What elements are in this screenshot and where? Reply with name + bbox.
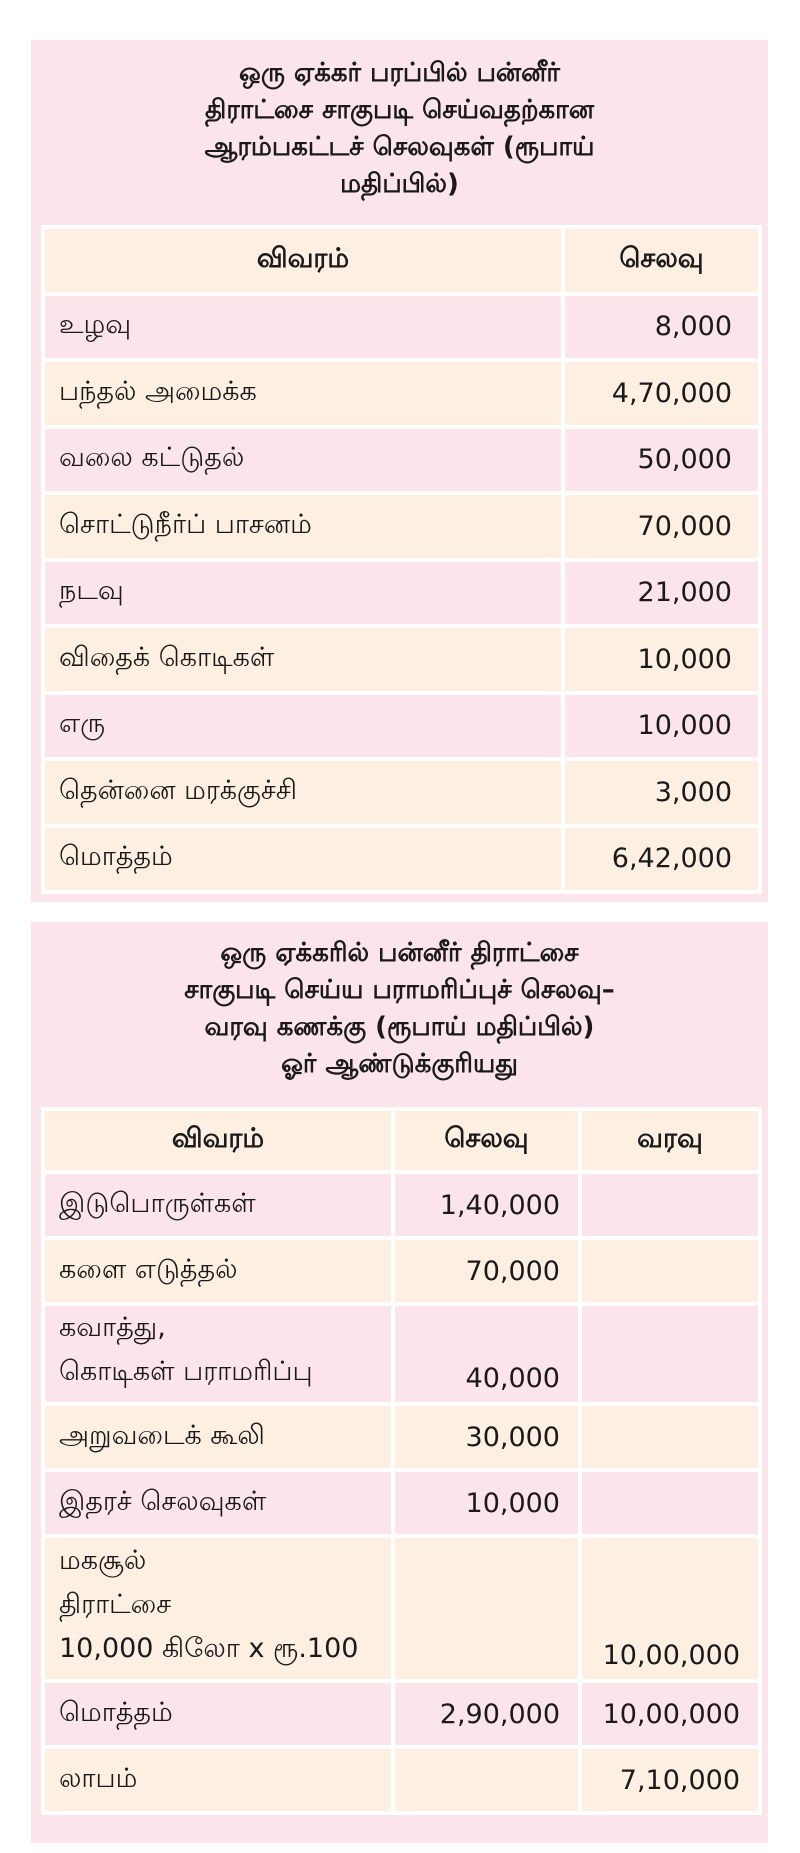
title-line: மதிப்பில்)	[340, 169, 459, 199]
maintenance-table	[41, 1107, 762, 1815]
item-line: கவாத்து,	[59, 1312, 166, 1343]
item-cell	[43, 1304, 393, 1404]
cost-cell: 21,000	[563, 560, 760, 627]
cost-cell	[393, 1536, 580, 1681]
table-row	[43, 1172, 760, 1238]
cost-cell: 2,90,000	[393, 1681, 580, 1747]
cost-cell: 4,70,000	[563, 360, 760, 427]
title-line: ஒரு ஏக்கரில் பன்னீர் திராட்சை	[220, 938, 579, 968]
item-cell: எரு	[43, 693, 563, 760]
item-line: மகசூல்	[59, 1545, 147, 1576]
item-cell: இடுபொருள்கள்	[43, 1172, 393, 1238]
title-line: ஓர் ஆண்டுக்குரியது	[281, 1049, 518, 1079]
item-cell: பந்தல் அமைக்க	[43, 360, 563, 427]
cost-cell: 10,000	[393, 1470, 580, 1536]
table-row	[43, 1238, 760, 1304]
cost-cell: 40,000	[393, 1304, 580, 1404]
cost-cell: 3,000	[563, 759, 760, 826]
table-row	[43, 560, 760, 627]
item-cell: உழவு	[43, 294, 563, 361]
cost-cell: 50,000	[563, 427, 760, 494]
item-cell: களை எடுத்தல்	[43, 1238, 393, 1304]
title-line: ஒரு ஏக்கர் பரப்பில் பன்னீர்	[239, 58, 560, 88]
table-row	[43, 1404, 760, 1470]
cost-cell: 8,000	[563, 294, 760, 361]
header-cost: செலவு	[393, 1109, 580, 1172]
initial-cost-table	[41, 225, 762, 894]
total-row	[43, 826, 760, 893]
income-cell	[580, 1404, 760, 1470]
header-item: விவரம்	[43, 1109, 393, 1172]
item-cell: வலை கட்டுதல்	[43, 427, 563, 494]
title-line: வரவு கணக்கு (ரூபாய் மதிப்பில்)	[204, 1012, 595, 1042]
item-cell: மொத்தம்	[43, 1681, 393, 1747]
table-row	[43, 427, 760, 494]
income-cell	[580, 1172, 760, 1238]
item-line: கொடிகள் பராமரிப்பு	[59, 1356, 313, 1387]
cost-cell: 10,000	[563, 693, 760, 760]
cost-cell: 10,000	[563, 626, 760, 693]
item-line: திராட்சை	[59, 1589, 172, 1620]
item-cell: விதைக் கொடிகள்	[43, 626, 563, 693]
table-row	[43, 1470, 760, 1536]
maintenance-title	[31, 935, 768, 1083]
item-cell: லாபம்	[43, 1747, 393, 1813]
table-header-row	[43, 1109, 760, 1172]
item-cell: மொத்தம்	[43, 826, 563, 893]
item-cell	[43, 1536, 393, 1681]
income-cell	[580, 1238, 760, 1304]
cost-cell: 30,000	[393, 1404, 580, 1470]
item-cell: தென்னை மரக்குச்சி	[43, 759, 563, 826]
maintenance-panel	[31, 922, 768, 1843]
table-row	[43, 759, 760, 826]
table-row	[43, 294, 760, 361]
income-cell	[580, 1470, 760, 1536]
table-row	[43, 693, 760, 760]
title-line: ஆரம்பகட்டச் செலவுகள் (ரூபாய்	[204, 132, 595, 162]
initial-cost-panel	[31, 40, 768, 902]
table-row	[43, 1536, 760, 1681]
cost-cell: 70,000	[563, 493, 760, 560]
profit-row	[43, 1747, 760, 1813]
item-cell: சொட்டுநீர்ப் பாசனம்	[43, 493, 563, 560]
cost-cell: 6,42,000	[563, 826, 760, 893]
item-cell: நடவு	[43, 560, 563, 627]
table-row	[43, 1304, 760, 1404]
income-cell	[580, 1304, 760, 1404]
title-line: திராட்சை சாகுபடி செய்வதற்கான	[205, 95, 594, 125]
header-income: வரவு	[580, 1109, 760, 1172]
table-header-row	[43, 227, 760, 294]
cost-cell: 70,000	[393, 1238, 580, 1304]
item-line: 10,000 கிலோ x ரூ.100	[59, 1633, 359, 1664]
initial-cost-title	[31, 55, 768, 203]
header-cost: செலவு	[563, 227, 760, 294]
cost-cell: 1,40,000	[393, 1172, 580, 1238]
cost-cell	[393, 1747, 580, 1813]
income-cell: 10,00,000	[580, 1681, 760, 1747]
item-cell: இதரச் செலவுகள்	[43, 1470, 393, 1536]
total-row	[43, 1681, 760, 1747]
table-row	[43, 493, 760, 560]
title-line: சாகுபடி செய்ய பராமரிப்புச் செலவு–	[184, 975, 615, 1005]
income-cell: 7,10,000	[580, 1747, 760, 1813]
header-item: விவரம்	[43, 227, 563, 294]
item-cell: அறுவடைக் கூலி	[43, 1404, 393, 1470]
table-row	[43, 360, 760, 427]
income-cell: 10,00,000	[580, 1536, 760, 1681]
table-row	[43, 626, 760, 693]
